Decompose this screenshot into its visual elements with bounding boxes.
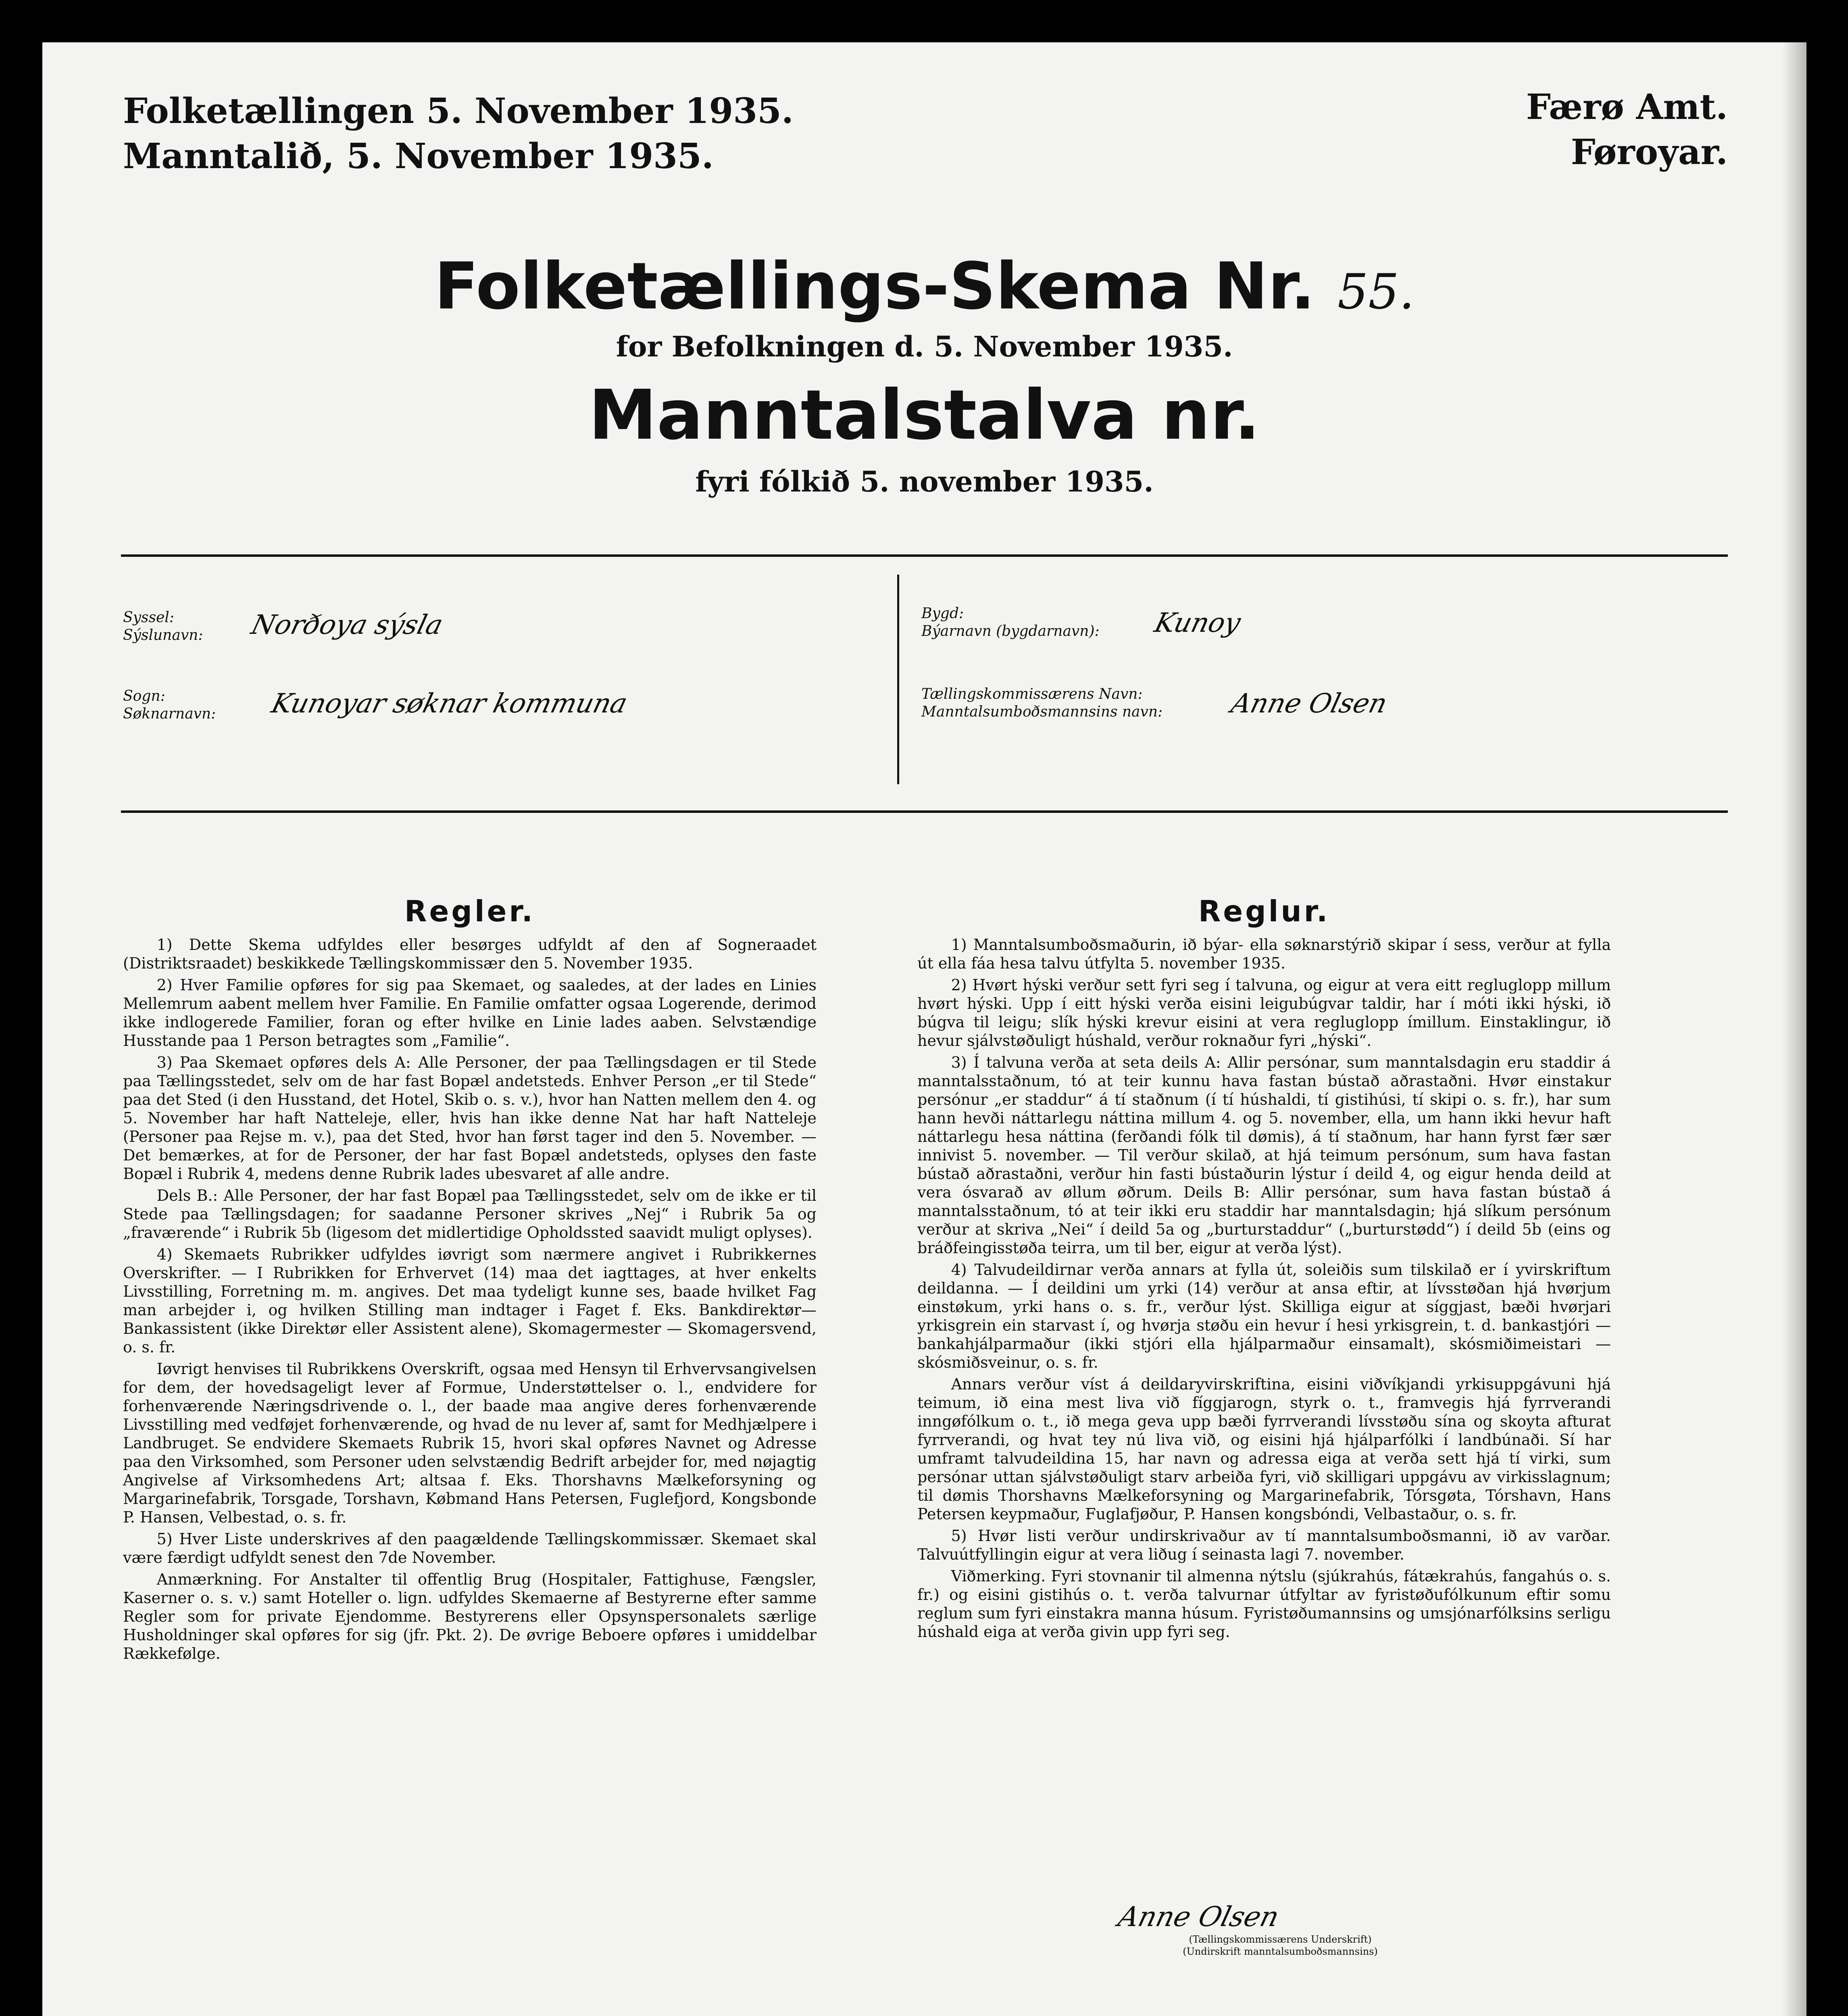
field-bygd: [921, 605, 1100, 640]
form-subtitle-fo: fyri fólkið 5. november 1935.: [695, 465, 1154, 498]
rule-da-1: 1) Dette Skema udfyldes eller besørges udfyldt af den af Sogneraadet (Distriktsraadet) beskikkede Tællingskommissær den 5. November 1935.: [123, 936, 817, 972]
form-title-da: [42, 246, 1806, 333]
signature-handwriting: Anne Olsen: [1115, 1901, 1282, 1933]
komm-label-fo: Manntalsumboðsmannsins navn:: [921, 704, 1163, 720]
signature-caption-fo: (Undirskrift manntalsumboðsmannsins): [1183, 1946, 1378, 1957]
field-sogn: [123, 687, 216, 723]
divider-fields: [897, 575, 899, 784]
header-left: [123, 89, 794, 179]
divider-bottom: [121, 810, 1728, 813]
form-subtitle-da: for Befolkningen d. 5. November 1935.: [616, 330, 1233, 363]
header-census-fo: Manntalið, 5. November 1935.: [123, 136, 714, 177]
kommissaer-value: Anne Olsen: [1228, 688, 1391, 719]
syssel-label-fo: Sýslunavn:: [123, 627, 203, 644]
syssel-label-da: Syssel:: [123, 609, 174, 626]
rule-da-3: 3) Paa Skemaet opføres dels A: Alle Personer, der paa Tællingsdagen er til Stede paa Tællingsstedet, selv om de har fast Bopæl andetsteds. Enhver Person „er til Stede“ paa det Sted (i den Husstand, det Hotel, Skib o. s. v.), hvor han Natten mellem den 4. og 5. November har haft Natteleje, eller, hvis han ikke denne Nat har haft Natteleje (Personer paa Rejse m. v.), paa det Sted, hvor han først tager ind den 5. November. — Det bemærkes, at for de Personer, der har fast Bopæl andetsteds, oplyses den faste Bopæl i Rubrik 4, medens denne Rubrik lades ubesvaret af alle andre.: [123, 1054, 817, 1183]
sogn-label-da: Sogn:: [123, 688, 165, 704]
form-title-fo: Manntalstalva nr.: [588, 375, 1260, 455]
rule-fo-4b: Annars verður víst á deildaryvirskriftina, eisini viðvíkjandi yrkisuppgávuni hjá teimum, ið eina mest liva við fíggjarogn, styrk o. t., framvegis hjá fyrrverandi inngøfólkum o. t., ið mega geva upp bæði fyrrverandi lívsstøðu sína og skoyta afturat fyrrverandi, og hvat tey nú liva við, og eisini hjá hjálparfólki í landbúnaði. Sí har umframt talvudeildina 15, har navn og adressa eiga at verða sett hjá tí virki, sum persónar uttan sjálvstøðuligt starv arbeiða fyri, við skilligari uppgávu av virkisslagnum; til dømis Thorshavns Mælkeforsyning og Margarinefabrik, Tórsgøta, Tórshavn, Hans Petersen keypmaður, Fuglafjøður, P. Hansen kongsbóndi, Velbastaður, o. s. fr.: [917, 1375, 1611, 1523]
bygd-value: Kunoy: [1151, 607, 1244, 638]
header-foroyar: Føroyar.: [1571, 132, 1728, 173]
syssel-value: Norðoya sýsla: [248, 609, 446, 640]
rule-da-4: 4) Skemaets Rubrikker udfyldes iøvrigt som nærmere angivet i Rubrikkernes Overskrifter. — I Rubrikken for Erhvervet (14) maa det iagttages, at hver enkelts Livsstilling, Forretning m. m. angives. Det maa tydeligt kunne ses, baade hvilket Fag man arbejder i, og hvilken Stilling man indtager i Faget f. Eks. Bankdirektør—Bankassistent (ikke Direktør eller Assistent alene), Skomagermester — Skomagersvend, o. s. fr.: [123, 1245, 817, 1356]
rule-da-3b: Dels B.: Alle Personer, der har fast Bopæl paa Tællingsstedet, selv om de ikke er til Stede paa Tællingsdagen; for saadanne Personer skrives „Nej“ i Rubrik 5a og „fraværende“ i Rubrik 5b (ligesom det midlertidige Opholdssted saavidt muligt oplyses).: [123, 1187, 817, 1241]
bygd-label-fo: Býarnavn (bygdarnavn):: [921, 623, 1100, 639]
header-amt: Færø Amt.: [1526, 87, 1728, 127]
rule-fo-4: 4) Talvudeildirnar verða annars at fylla út, soleiðis sum tilskilað er í yvirskriftum deildanna. — Í deildini um yrki (14) verður at ansa eftir, at lívsstøðan hjá hvørjum einstøkum, yrki hans o. s. fr., verður lýst. Skilliga eigur at síggjast, bæði hvørjari yrkisgrein ein starvast í, og hvørja støðu ein hevur í hesi yrkisgrein, t. d. bankastjóri — bankahjálparmaður (ikki stjóri ella hjálparmaður einsamalt), skósmiðimeistari — skósmiðsveinur, o. s. fr.: [917, 1261, 1611, 1371]
rules-fo-column: [917, 935, 1611, 1644]
rules-da-column: [123, 935, 817, 1666]
rule-fo-3: 3) Í talvuna verða at seta deils A: Allir persónar, sum manntalsdagin eru staddir á manntalsstaðnum, tó at teir kunnu hava fastan bústað aðrastaðni. Hvør einstakur persónur „er staddur“ á tí staðnum (í tí húshaldi, tí gistihúsi, tí skipi o. s. fr.), har sum hann hevði náttarlegu náttina millum 4. og 5. november, ella, um hann ikki hevur haft náttarlegu hesa náttina (ferðandi fólk til dømis), á tí staðnum, har hann fyrst fær sær innivist 5. november. — Til verður skilað, at hjá teimum persónum, sum hava fastan bústað aðrastaðni, verður hin fasti bústaðurin lýstur í deild 4, og eigur henda deild at vera ósvarað av øllum øðrum. Deils B: Allir persónar, sum hava fastan bústað á manntalsstaðnum, tó at teir ikki eru staddir har manntalsdagin; hjá slíkum persónum verður at skriva „Nei“ í deild 5a og „burturstaddur“ („burturstødd“) í deild 5b (eins og bráðfeingisstøða teirra, um til ber, eigur at verða lýst).: [917, 1054, 1611, 1257]
rule-da-4b: Iøvrigt henvises til Rubrikkens Overskrift, ogsaa med Hensyn til Erhvervsangivelsen for dem, der hovedsageligt lever af Formue, Understøttelser o. l., endvidere for forhenværende Næringsdrivende o. l., der baade maa angive deres forhenværende Livsstilling med vedføjet forhenværende, og hvad de nu lever af, samt for Medhjælpere i Landbruget. Se endvidere Skemaets Rubrik 15, hvori skal opføres Navnet og Adresse paa den Virksomhed, som Personer uden selvstændig Bedrift arbejder for, med nøjagtig Angivelse af Virksomhedens Art; altsaa f. Eks. Thorshavns Mælkeforsyning og Margarinefabrik, Torsgade, Torshavn, Købmand Hans Petersen, Fuglefjord, Kongsbonde P. Hansen, Velbestad, o. s. fr.: [123, 1360, 817, 1526]
rules-da-heading: Regler.: [404, 894, 535, 928]
rule-fo-5: 5) Hvør listi verður undirskrivaður av tí manntalsumboðsmanni, ið av varðar. Talvuútfyllingin eigur at vera liðug í seinasta lagi 7. november.: [917, 1527, 1611, 1563]
komm-label-da: Tællingskommissærens Navn:: [921, 686, 1143, 702]
schema-number: 55.: [1337, 264, 1415, 320]
form-title-da-text: Folketællings-Skema Nr.: [434, 248, 1315, 324]
sogn-label-fo: Søknarnavn:: [123, 706, 216, 722]
signature-block: [1115, 1901, 1442, 1958]
rule-da-2: 2) Hver Familie opføres for sig paa Skemaet, og saaledes, at der lades en Linies Mellemrum aabent mellem hver Familie. En Familie omfatter ogsaa Logerende, derimod ikke indlogerede Familier, foran og efter hvilke en Linie lades aaben. Selvstændige Husstande paa 1 Person betragtes som „Familie“.: [123, 976, 817, 1050]
field-kommissaer: [921, 685, 1163, 721]
field-syssel: [123, 609, 203, 644]
divider-top: [121, 554, 1728, 557]
header-right: [1526, 85, 1728, 175]
rule-fo-1: 1) Manntalsumboðsmaðurin, ið býar- ella søknarstýrið skipar í sess, verður at fylla út ella fáa hesa talvu útfylta 5. november 1935.: [917, 936, 1611, 972]
rules-fo-heading: Reglur.: [1198, 894, 1330, 928]
bygd-label-da: Bygd:: [921, 605, 964, 622]
sogn-value: Kunoyar søknar kommuna: [268, 688, 631, 719]
rule-da-note: Anmærkning. For Anstalter til offentlig Brug (Hospitaler, Fattighuse, Fængsler, Kaserner o. s. v.) samt Hoteller o. lign. udfyldes Skemaerne af Bestyrerne efter samme Regler som for private Ejendomme. Bestyrerens eller Opsynspersonalets særlige Husholdninger skal opføres for sig (jfr. Pkt. 2). De øvrige Beboere opføres i umiddelbar Rækkefølge.: [123, 1570, 817, 1662]
rule-fo-note: Viðmerking. Fyri stovnanir til almenna nýtslu (sjúkrahús, fátækrahús, fangahús o. s. fr.) og eisini gistihús o. t. verða talvurnar útfyltar av fyristøðufólkunum eftir somu reglum sum fyri einstakra manna húsum. Fyristøðumannsins og umsjónarfólksins serligu húshald eiga at verða givin upp fyri seg.: [917, 1567, 1611, 1641]
header-census-da: Folketællingen 5. November 1935.: [123, 91, 794, 131]
signature-caption-da: (Tællingskommissærens Underskrift): [1189, 1934, 1372, 1945]
rule-fo-2: 2) Hvørt hýski verður sett fyri seg í talvuna, og eigur at vera eitt regluglopp millum hvørt hýski. Upp í eitt hýski verða eisini leigubúgvar taldir, har í móti ikki hýski, ið búgva til leigu; slík hýski krevur eisini at vera regluglopp ímillum. Einstaklingur, ið hevur sjálvstøðuligt húshald, verður roknaður fyri „hýski“.: [917, 976, 1611, 1050]
census-form-page: [42, 42, 1806, 2016]
rule-da-5: 5) Hver Liste underskrives af den paagældende Tællingskommissær. Skemaet skal være færdigt udfyldt senest den 7de November.: [123, 1530, 817, 1566]
